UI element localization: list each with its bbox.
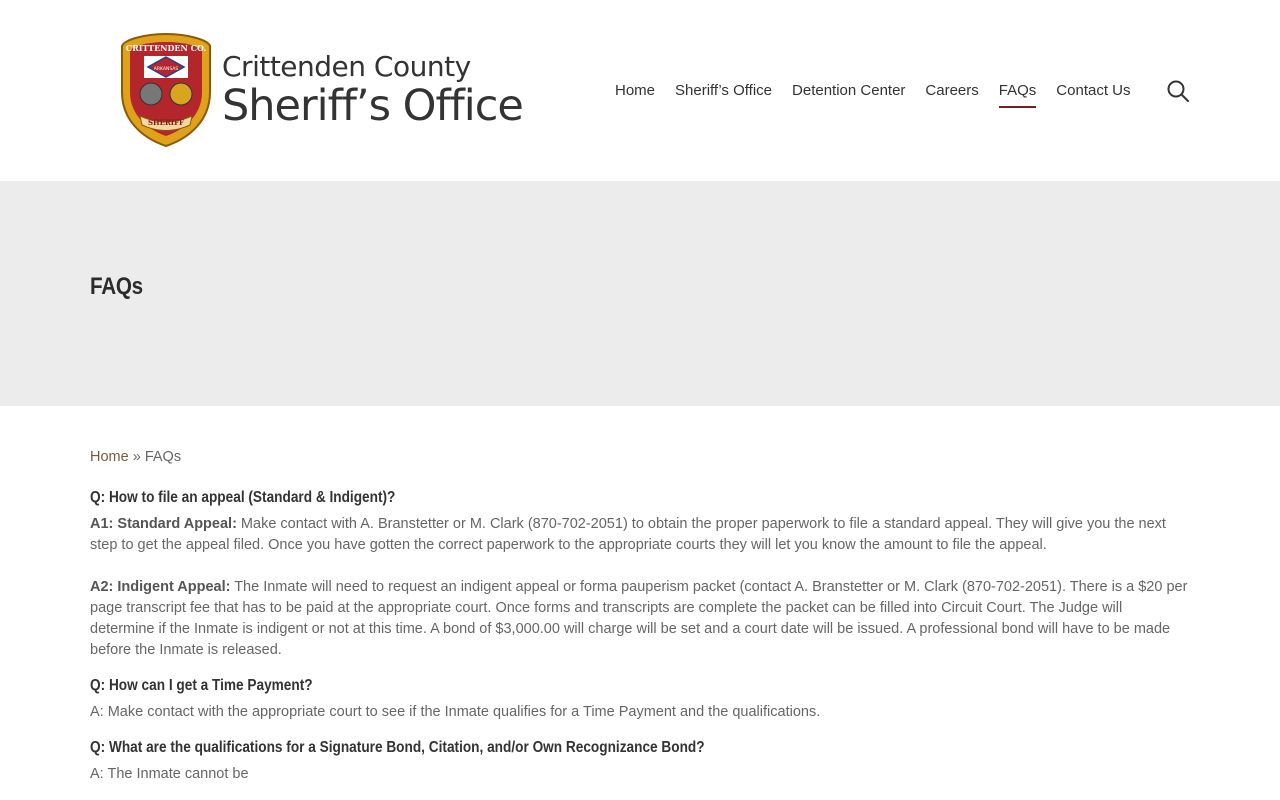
svg-text:CRITTENDEN CO.: CRITTENDEN CO.	[125, 43, 207, 53]
site-header	[0, 0, 1280, 181]
sheriff-badge-icon	[118, 32, 214, 148]
nav-sheriffs-office[interactable]: Sheriff’s Office	[675, 82, 773, 99]
answer-text: Make contact with A. Branstetter or M. Clark (870-702-2051) to obtain the proper paperwork to file a standard appeal. They will give you the next step to get the appeal filed. Once you have gotten the correct paperwork to the appropriate courts they will let you know the amount to file the appeal.	[90, 516, 1166, 553]
search-icon[interactable]	[1166, 79, 1190, 103]
breadcrumb-separator: »	[128, 449, 145, 465]
faq-answer-time-payment: A: Make contact with the appropriate court to see if the Inmate qualifies for a Time Payment and the qualifications.	[90, 704, 821, 720]
logo-text	[222, 50, 523, 130]
faq-answer-signature-bond: A: The Inmate cannot be	[90, 766, 249, 782]
faq-question-time-payment: Q: How can I get a Time Payment?	[90, 677, 313, 694]
faq-answer-indigent-appeal	[90, 577, 1190, 661]
main-content	[90, 447, 1190, 785]
answer-text: The Inmate will need to request an indigent appeal or forma pauperism packet (contact A. Branstetter or M. Clark (870-702-2051). There is a $20 per page transcript fee that has to be paid at the appropriate court. Once forms and transcripts are complete the packet can be filled into Circuit Court. The Judge will determine if the Inmate is indigent or not at this time. A bond of $3,000.00 will charge will be set and a court date will be issued. A professional bond will have to be made before the Inmate is released.	[90, 579, 1188, 658]
faq-question-appeal: Q: How to file an appeal (Standard & Indigent)?	[90, 489, 396, 506]
nav-home[interactable]: Home	[615, 82, 656, 99]
svg-text:ARKANSAS: ARKANSAS	[153, 67, 179, 72]
nav-detention-center[interactable]: Detention Center	[792, 82, 906, 99]
main-nav	[605, 80, 1141, 108]
breadcrumb	[90, 447, 1190, 468]
breadcrumb-home-link[interactable]: Home	[90, 449, 129, 465]
page-title: FAQs	[90, 273, 143, 300]
nav-careers[interactable]: Careers	[925, 82, 979, 99]
site-logo[interactable]	[118, 32, 523, 148]
page-title-band	[0, 181, 1280, 406]
breadcrumb-current: FAQs	[144, 449, 182, 465]
nav-contact-us[interactable]: Contact Us	[1056, 82, 1131, 99]
logo-line2: Sheriff’s Office	[222, 81, 523, 131]
svg-text:SHERIFF: SHERIFF	[147, 118, 185, 127]
logo-line1: Crittenden County	[222, 50, 471, 83]
faq-question-signature-bond: Q: What are the qualifications for a Signature Bond, Citation, and/or Own Recognizance Bond?	[90, 739, 705, 756]
faq-answer-standard-appeal	[90, 514, 1190, 556]
answer-label: A1: Standard Appeal:	[90, 516, 237, 532]
answer-label: A2: Indigent Appeal:	[90, 579, 231, 595]
nav-faqs[interactable]: FAQs	[999, 80, 1037, 108]
